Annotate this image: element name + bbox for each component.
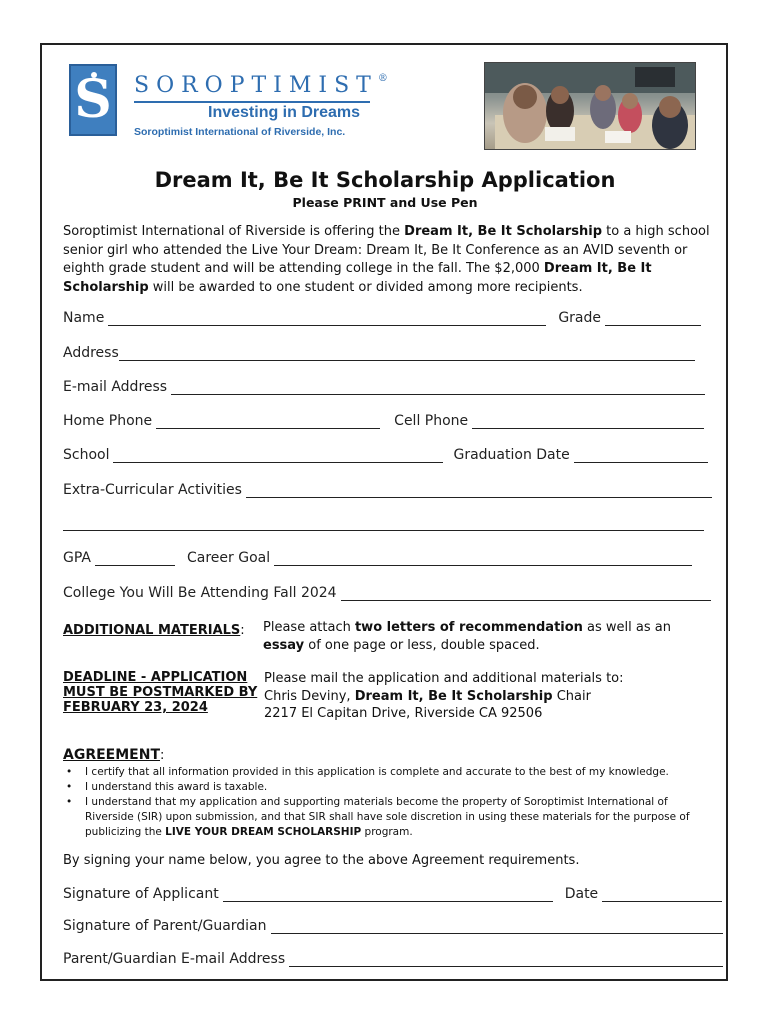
name-field[interactable] [108,311,546,326]
tagline: Investing in Dreams [208,104,361,121]
agreement-colon: : [160,748,165,763]
intro-text-1: Soroptimist International of Riverside is offering the [63,224,405,239]
grade-label: Grade [558,310,601,326]
activities-label: Extra-Curricular Activities [63,482,242,498]
mailing-address: 2217 El Capitan Drive, Riverside CA 92506 [264,706,543,721]
grade-field[interactable] [605,311,701,326]
phone-row [63,413,704,429]
contact-scholarship: Dream It, Be It Scholarship [354,688,553,704]
agreement-notice: By signing your name below, you agree to the above Agreement requirements. [63,853,580,868]
parent-signature-row [63,918,723,934]
parent-email-field[interactable] [289,952,723,967]
home-phone-label: Home Phone [63,413,153,429]
contact-role: Chair [552,688,591,704]
program-name: LIVE YOUR DREAM SCHOLARSHIP [165,826,362,838]
intro-text-2: to a high school senior girl who attended the Live Your Dream: Dream It, Be It Conference as an AVID seventh or eighth grade student and will be attending college in the fall. The $2,000 [63,224,710,276]
gpa-label: GPA [63,550,91,566]
club-name: Soroptimist International of Riverside, Inc. [134,126,346,138]
additional-materials-text [263,619,703,654]
agreement-heading [63,744,164,765]
date-label: Date [564,886,599,902]
college-row [63,585,711,601]
address-field[interactable] [119,346,695,361]
activities-row [63,482,712,498]
agreement-label: AGREEMENT [63,747,160,763]
soroptimist-logo [69,64,117,136]
essay-label: essay [263,637,305,653]
attach-text-2: as well as an [582,620,671,635]
applicant-signature-row [63,886,722,902]
contact-name: Chris Deviny, [264,688,355,704]
activities-field[interactable] [246,483,712,498]
parent-email-label: Parent/Guardian E-mail Address [63,951,286,967]
additional-materials-label: ADDITIONAL MATERIALS [63,623,241,638]
email-field[interactable] [171,380,705,395]
college-field[interactable] [341,586,711,601]
email-label: E-mail Address [63,379,168,395]
additional-materials-colon: : [240,623,245,638]
students-photo [484,62,696,150]
attach-text-3: of one page or less, double spaced. [304,637,540,653]
brand-divider [134,101,370,103]
applicant-signature-field[interactable] [223,887,553,902]
date-field[interactable] [602,887,722,902]
deadline-line-2: MUST BE POSTMARKED BY [63,685,258,700]
agreement-item: • I understand this award is taxable. [63,780,713,795]
address-label: Address [63,345,119,361]
college-label: College You Will Be Attending Fall 2024 [63,585,337,601]
name-row [63,310,704,326]
agreement-item-3-end: program. [361,826,413,838]
logo-letter: S [74,69,112,130]
cell-phone-label: Cell Phone [394,413,469,429]
page-subtitle: Please PRINT and Use Pen [292,195,478,210]
recommendation-letters: two letters of recommendation [354,620,583,635]
page-title: Dream It, Be It Scholarship Application [154,168,616,192]
parent-signature-label: Signature of Parent/Guardian [63,918,267,934]
cell-phone-field[interactable] [472,414,704,429]
gpa-field[interactable] [95,551,175,566]
intro-scholarship-name-2: Dream It, Be It Scholarship [63,261,652,295]
mailing-info [264,670,624,723]
email-row [63,379,705,395]
parent-signature-field[interactable] [271,919,723,934]
career-goal-label: Career Goal [186,550,271,566]
gpa-row [63,550,692,566]
school-field[interactable] [113,448,443,463]
home-phone-field[interactable] [156,414,380,429]
contact-line [264,688,624,706]
deadline-block [63,670,257,715]
intro-paragraph [63,223,723,297]
additional-materials-heading [63,619,245,640]
attach-text-1: Please attach [263,620,355,635]
intro-scholarship-name-1: Dream It, Be It Scholarship [404,224,603,239]
registered-mark: ® [377,73,388,84]
agreement-item-3-text: I understand that my application and supporting materials become the property of Soroptimist International of Riverside (SIR) upon submission, and that SIR shall have sole discretion in using these materials for the purpose of publicizing the [85,796,690,838]
career-goal-field[interactable] [274,551,692,566]
graduation-date-field[interactable] [574,448,708,463]
address-row [63,345,695,361]
applicant-signature-label: Signature of Applicant [63,886,219,902]
activities-row-2 [63,516,704,531]
mail-intro: Please mail the application and additional materials to: [264,671,624,686]
brand-name-text: SOROPTIMIST [134,73,378,98]
school-label: School [63,447,110,463]
name-label: Name [63,310,105,326]
brand-name [134,73,388,98]
students-photo-art [485,63,696,150]
deadline-line-1: DEADLINE - APPLICATION [63,670,248,685]
graduation-date-label: Graduation Date [453,447,570,463]
activities-field-continued[interactable] [63,516,704,531]
deadline-date: FEBRUARY 23, 2024 [63,700,208,715]
agreement-item [63,795,713,840]
school-row [63,447,708,463]
agreement-list [63,765,713,840]
parent-email-row [63,951,723,967]
intro-text-3: will be awarded to one student or divided among more recipients. [148,279,583,295]
agreement-item: • I certify that all information provided in this application is complete and accurate to the best of my knowledge. [63,765,713,780]
